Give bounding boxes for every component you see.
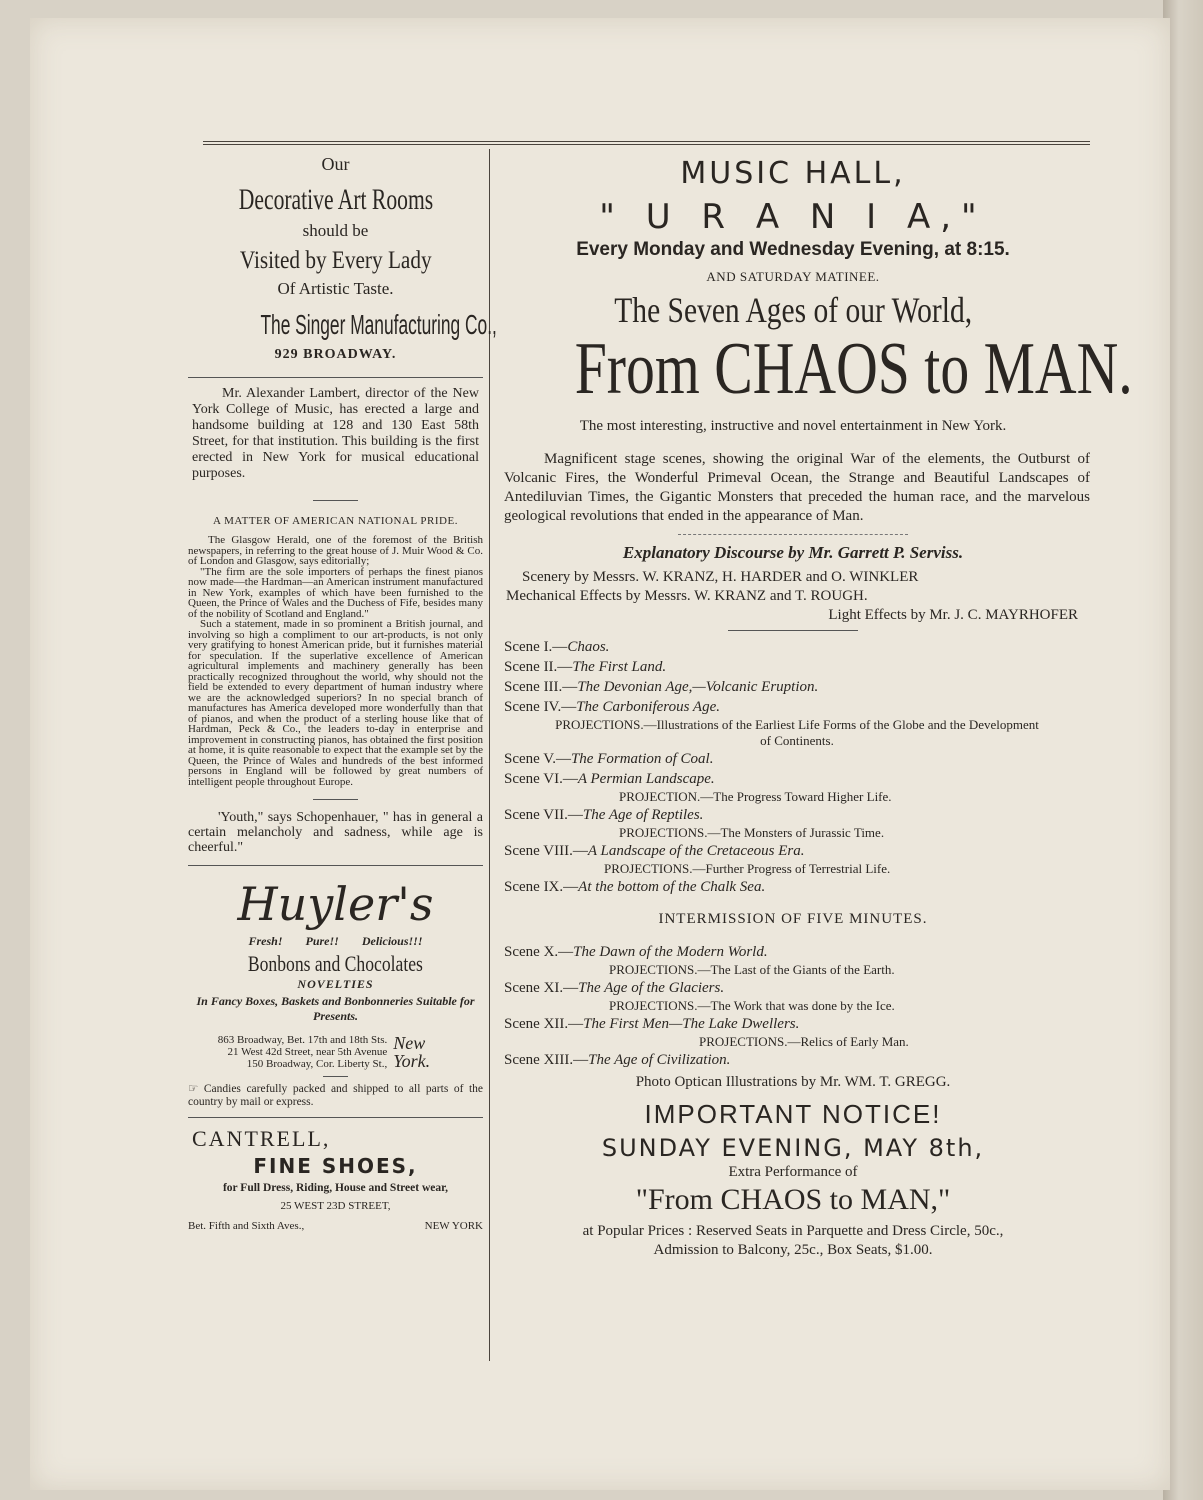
scene-item: Scene VIII.—A Landscape of the Cretaceous Era.: [504, 843, 805, 859]
scene-item: Scene III.—The Devonian Age,—Volcanic Eruption.: [504, 679, 819, 695]
pride-p1: The Glasgow Herald, one of the foremost of the British newspapers, in referring to the great house of J. Muir Wood & Co. of London and Glasgow, says editorially;: [188, 534, 483, 567]
ad-company: The Singer Manufacturing Co.,: [260, 309, 497, 340]
photo-credit: Photo Optican Illustrations by Mr. WM. T. GREGG.: [635, 1074, 951, 1090]
venue-title: MUSIC HALL,: [680, 156, 906, 191]
pride-p2: "The firm are the sole importers of perhaps the finest pianos now made—the Hardman—an American instrument manufactured in New York, examples of which have been furnished to the Queen, the Prince of Wales and the Duchess of Fife, besides many of the nobility of Scotland and England.": [188, 565, 483, 620]
cantrell-addr: 25 WEST 23D STREET,: [280, 1200, 391, 1212]
huyler-addr1: 863 Broadway, Bet. 17th and 18th Sts.: [217, 1034, 388, 1046]
prices-line2: Admission to Balcony, 25c., Box Seats, $1.00.: [653, 1242, 933, 1258]
scene-projection: PROJECTIONS.—Relics of Early Man.: [699, 1034, 909, 1049]
magnificent: Magnificent stage scenes, showing the original War of the elements, the Outburst of Volcanic Fires, the Wonderful Primeval Ocean, the Strange and Beautiful Landscapes of Antediluvian Times, the Gigantic Monsters that preceded the human race, and the marvelous geological revolutions that ended in the appearance of Man.: [504, 451, 1090, 524]
cantrell-name: CANTRELL,: [192, 1126, 331, 1151]
huyler-addr2: 21 West 42d Street, near 5th Avenue: [227, 1046, 388, 1058]
scenery: Scenery by Messrs. W. KRANZ, H. HARDER and O. WINKLER: [522, 569, 919, 585]
ad-our: Our: [321, 154, 350, 174]
extra-performance: Extra Performance of: [728, 1164, 858, 1180]
huyler-logo: Huyler's: [237, 877, 434, 931]
scene-item: Scene XIII.—The Age of Civilization.: [504, 1052, 731, 1068]
pointing-hand-icon: ☞: [188, 1083, 199, 1095]
scene-item: Scene VI.—A Permian Landscape.: [504, 771, 715, 787]
intermission: INTERMISSION OF FIVE MINUTES.: [658, 911, 928, 927]
huyler-novelties: NOVELTIES: [297, 977, 374, 991]
scene-projection: PROJECTION.—The Progress Toward Higher Life.: [619, 789, 892, 804]
seven-ages: The Seven Ages of our World,: [614, 290, 972, 330]
sunday-evening: SUNDAY EVENING, MAY 8th,: [601, 1134, 985, 1162]
chaos-title: From CHAOS to MAN.: [574, 328, 1133, 410]
scene-projection: PROJECTIONS.—Further Progress of Terrestrial Life.: [604, 861, 891, 876]
scene-item: Scene IX.—At the bottom of the Chalk Sea.: [504, 879, 766, 895]
divider: [188, 865, 483, 866]
ad-title: Decorative Art Rooms: [238, 183, 433, 216]
huyler-addresses: [188, 1034, 483, 1070]
divider: [188, 1117, 483, 1118]
scene-projection: PROJECTIONS.—The Last of the Giants of the Earth.: [609, 962, 895, 977]
scene-item: Scene VII.—The Age of Reptiles.: [504, 807, 704, 823]
prices-line1: at Popular Prices : Reserved Seats in Parquette and Dress Circle, 50c.,: [582, 1223, 1004, 1239]
divider: [323, 1076, 348, 1077]
scene-item: Scene V.—The Formation of Coal.: [504, 751, 714, 767]
divider: [728, 630, 858, 631]
scene-projection: PROJECTIONS.—The Monsters of Jurassic Time.: [619, 825, 885, 840]
mechanical: Mechanical Effects by Messrs. W. KRANZ and T. ROUGH.: [506, 588, 868, 604]
cantrell-ad: [188, 1126, 483, 1232]
huyler-addr3: 150 Broadway, Cor. Liberty St.,: [246, 1058, 388, 1070]
pride-heading: A MATTER OF AMERICAN NATIONAL PRIDE.: [213, 515, 458, 527]
scene-item: Scene II.—The First Land.: [504, 659, 667, 675]
schedule: Every Monday and Wednesday Evening, at 8:15.: [576, 239, 1010, 260]
huyler-candies: ☞ Candies carefully packed and shipped to all parts of the country by mail or express.: [188, 1083, 484, 1108]
huyler-ad: [188, 874, 483, 1109]
light: Light Effects by Mr. J. C. MAYRHOFER: [828, 607, 1078, 623]
scene-list: [496, 637, 1090, 897]
left-column: [188, 150, 497, 1232]
huyler-tagline: Fresh! Pure!! Delicious!!!: [248, 934, 423, 948]
lambert-notice: Mr. Alexander Lambert, director of the New York College of Music, has erected a large and handsome building at 128 and 130 East 58th Street, for that institution. This building is the first erected in New York for musical educational purposes.: [192, 386, 479, 481]
scene-item: Scene X.—The Dawn of the Modern World.: [504, 944, 768, 960]
cantrell-shoes: FINE SHOES,: [253, 1154, 418, 1178]
scene-item: Scene I.—Chaos.: [504, 639, 610, 655]
divider: [313, 799, 358, 800]
scene-item: Scene XII.—The First Men—The Lake Dwellers.: [504, 1016, 800, 1032]
ad-taste: Of Artistic Taste.: [277, 279, 394, 298]
matinee: AND SATURDAY MATINEE.: [706, 269, 880, 284]
scene-item: Scene XI.—The Age of the Glaciers.: [504, 980, 725, 996]
divider: [188, 377, 483, 378]
huyler-city: New York.: [393, 1033, 431, 1071]
pride-p3: Such a statement, made in so prominent a British journal, and involving so high a compliment to our art-products, is not only very gratifying to honest American pride, but it furnishes material for speculation. If the superlative excellence of American agricultural implements and machinery generally has been practically recognized throughout the world, why should not the field be extended to every department of human industry where we are the acknowledged superiors? In no special branch of manufactures has America developed more wonderfully than that of pianos, and when the product of a sterling house like that of Hardman, Peck & Co., the leaders to-day in enterprise and improvement in constructing pianos, has obtained the first position at home, it is quite reasonable to expect that the example set by the Queen, the Prince of Wales and hundreds of the best informed persons in England will be followed by great numbers of intelligent people throughout Europe.: [188, 618, 483, 788]
scene-projection: PROJECTIONS.—Illustrations of the Earliest Life Forms of the Globe and the Development of Continents.: [555, 717, 1039, 748]
cantrell-ny: NEW YORK: [424, 1220, 483, 1232]
scene-item: Scene IV.—The Carboniferous Age.: [504, 699, 720, 715]
interesting: The most interesting, instructive and novel entertainment in New York.: [579, 418, 1007, 434]
top-rule: [203, 141, 1090, 145]
singer-ad: [188, 154, 497, 363]
urania-title: " U R A N I A,": [599, 197, 987, 237]
scene-projection: PROJECTIONS.—The Work that was done by the Ice.: [609, 998, 895, 1013]
ad-address: 929 BROADWAY.: [274, 347, 397, 362]
huyler-boxes: In Fancy Boxes, Baskets and Bonbonneries Suitable for Presents.: [196, 994, 475, 1023]
cantrell-desc: for Full Dress, Riding, House and Street wear,: [222, 1182, 449, 1194]
ad-visited: Visited by Every Lady: [239, 247, 432, 274]
chaos-subtitle: "From CHAOS to MAN,": [635, 1183, 951, 1216]
divider: [313, 500, 358, 501]
cantrell-bet: Bet. Fifth and Sixth Aves.,: [188, 1220, 305, 1232]
youth-quote: 'Youth," says Schopenhauer, " has in general a certain melancholy and sadness, while age is cheerful.": [188, 810, 483, 855]
huyler-bonbons: Bonbons and Chocolates: [247, 951, 423, 976]
right-column: [496, 150, 1133, 1259]
important-notice: IMPORTANT NOTICE!: [644, 1099, 942, 1129]
divider: [678, 534, 908, 535]
discourse: Explanatory Discourse by Mr. Garrett P. Serviss.: [622, 543, 964, 562]
scene-list-2: [496, 942, 1090, 1070]
ad-should: should be: [302, 221, 369, 240]
